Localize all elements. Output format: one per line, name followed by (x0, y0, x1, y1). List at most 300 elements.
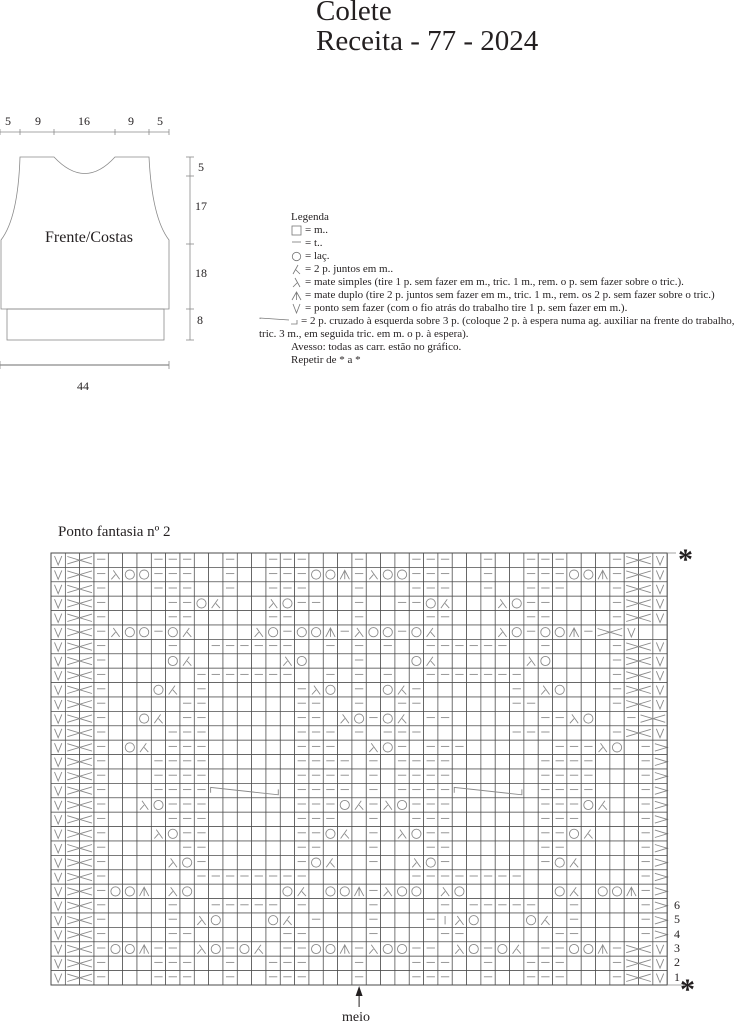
chart-cell (166, 726, 180, 740)
chart-cell (553, 755, 567, 769)
chart-cell (596, 870, 610, 884)
chart-cell (108, 755, 122, 769)
chart-cell (452, 827, 466, 841)
chart-cell (94, 711, 108, 725)
chart-cell (252, 956, 266, 970)
chart-cell (338, 927, 352, 941)
chart-cell (524, 841, 538, 855)
chart-cell (596, 783, 610, 797)
chart-cell (223, 899, 237, 913)
chart-cell (481, 553, 495, 567)
chart-cell (553, 942, 567, 956)
chart-cell (567, 654, 581, 668)
chart-cell (194, 927, 208, 941)
chart-cell (180, 683, 194, 697)
chart-cell (252, 870, 266, 884)
chart-cell (80, 683, 94, 697)
chart-cell (639, 884, 653, 898)
chart-cell (65, 553, 79, 567)
chart-cell (323, 711, 337, 725)
chart-cell (123, 870, 137, 884)
chart-cell (309, 812, 323, 826)
chart-cell (108, 798, 122, 812)
chart-cell (266, 956, 280, 970)
chart-cell (653, 625, 667, 639)
chart-cell (467, 553, 481, 567)
chart-cell (610, 855, 624, 869)
chart-cell (581, 913, 595, 927)
chart-cell (438, 942, 452, 956)
chart-cell (424, 783, 438, 797)
chart-cell (338, 697, 352, 711)
chart-cell (452, 812, 466, 826)
chart-cell (252, 711, 266, 725)
chart-cell (467, 755, 481, 769)
chart-cell (151, 899, 165, 913)
chart-cell (524, 596, 538, 610)
chart-cell (295, 740, 309, 754)
chart-cell (65, 625, 79, 639)
chart-cell (166, 697, 180, 711)
chart-cell (610, 913, 624, 927)
chart-cell (653, 855, 667, 869)
chart-cell (553, 639, 567, 653)
chart-cell (624, 855, 638, 869)
chart-cell (252, 841, 266, 855)
chart-cell (338, 639, 352, 653)
chart-cell (180, 827, 194, 841)
chart-cell (381, 582, 395, 596)
chart-cell (524, 726, 538, 740)
measure-top-2: 9 (35, 114, 41, 128)
chart-cell (295, 783, 309, 797)
chart-cell (581, 582, 595, 596)
chart-cell (137, 668, 151, 682)
chart-cell (266, 769, 280, 783)
chart-cell (610, 625, 624, 639)
chart-cell (180, 740, 194, 754)
chart-cell (524, 870, 538, 884)
chart-cell (495, 971, 509, 985)
chart-cell (495, 755, 509, 769)
chart-cell (65, 711, 79, 725)
chart-cell (194, 956, 208, 970)
chart-cell (209, 971, 223, 985)
chart-cell (352, 726, 366, 740)
chart-cell (94, 913, 108, 927)
chart-cell (123, 783, 137, 797)
chart-cell (123, 683, 137, 697)
chart-cell (80, 639, 94, 653)
chart-cell (137, 841, 151, 855)
chart-cell (438, 783, 452, 797)
chart-cell (237, 956, 251, 970)
chart-cell (338, 870, 352, 884)
chart-cell (237, 553, 251, 567)
chart-cell (65, 942, 79, 956)
chart-cell (452, 870, 466, 884)
chart-cell (596, 956, 610, 970)
chart-cell (495, 913, 509, 927)
chart-cell (524, 582, 538, 596)
chart-cell (166, 596, 180, 610)
chart-cell (467, 611, 481, 625)
chart-cell (567, 769, 581, 783)
chart-cell (624, 611, 638, 625)
chart-cell (151, 582, 165, 596)
chart-cell (80, 567, 94, 581)
chart-cell (567, 726, 581, 740)
chart-cell (223, 639, 237, 653)
chart-cell (237, 855, 251, 869)
chart-cell (194, 899, 208, 913)
chart-cell (209, 740, 223, 754)
chart-cell (280, 740, 294, 754)
chart-cell (438, 567, 452, 581)
chart-cell (166, 783, 180, 797)
chart-cell (452, 625, 466, 639)
chart-cell (180, 956, 194, 970)
chart-cell (209, 769, 223, 783)
chart-cell (639, 740, 653, 754)
chart-cell (137, 913, 151, 927)
chart-cell (452, 582, 466, 596)
chart-cell (151, 697, 165, 711)
chart-cell (309, 841, 323, 855)
chart-cell (395, 639, 409, 653)
chart-cell (639, 841, 653, 855)
chart-cell (452, 841, 466, 855)
chart-cell (280, 798, 294, 812)
chart-cell (567, 899, 581, 913)
chart-cell (467, 683, 481, 697)
chart-cell (309, 884, 323, 898)
chart-cell (438, 755, 452, 769)
chart-cell (438, 683, 452, 697)
chart-cell (295, 553, 309, 567)
chart-cell (94, 855, 108, 869)
chart-cell (467, 769, 481, 783)
chart-cell (252, 899, 266, 913)
chart-cell (624, 798, 638, 812)
chart-cell (323, 740, 337, 754)
chart-cell (280, 812, 294, 826)
chart-cell (553, 596, 567, 610)
chart-cell (123, 582, 137, 596)
chart-cell (624, 827, 638, 841)
chart-cell (553, 553, 567, 567)
chart-cell (467, 884, 481, 898)
chart-cell (538, 812, 552, 826)
chart-cell (467, 639, 481, 653)
chart-cell (524, 625, 538, 639)
chart-cell (94, 971, 108, 985)
chart-cell (381, 639, 395, 653)
chart-cell (467, 899, 481, 913)
chart-cell (624, 683, 638, 697)
chart-cell (295, 956, 309, 970)
chart-cell (309, 668, 323, 682)
chart-cell (280, 927, 294, 941)
chart-cell (581, 611, 595, 625)
chart-cell (553, 711, 567, 725)
chart-cell (596, 582, 610, 596)
chart-cell (209, 855, 223, 869)
repeat-marker-bottom: * (680, 973, 695, 1006)
chart-cell (266, 582, 280, 596)
chart-cell (524, 769, 538, 783)
chart-cell (80, 769, 94, 783)
chart-cell (381, 971, 395, 985)
chart-cell (639, 798, 653, 812)
chart-cell (295, 798, 309, 812)
chart-cell (295, 884, 309, 898)
chart-cell (553, 668, 567, 682)
chart-cell (653, 755, 667, 769)
chart-cell (123, 971, 137, 985)
chart-cell (395, 596, 409, 610)
chart-cell (653, 798, 667, 812)
chart-cell (94, 668, 108, 682)
chart-cell (395, 740, 409, 754)
chart-cell (553, 654, 567, 668)
chart-cell (395, 611, 409, 625)
chart-cell (424, 740, 438, 754)
chart-cell (452, 769, 466, 783)
chart-cell (151, 812, 165, 826)
chart-cell (424, 668, 438, 682)
chart-cell (338, 625, 352, 639)
chart-cell (209, 611, 223, 625)
chart-cell (180, 611, 194, 625)
chart-cell (567, 639, 581, 653)
chart-cell (80, 913, 94, 927)
chart-cell (438, 971, 452, 985)
chart-cell (596, 654, 610, 668)
chart-cell (424, 683, 438, 697)
chart-cell (280, 639, 294, 653)
chart-cell (309, 798, 323, 812)
chart-cell (409, 596, 423, 610)
chart-cell (80, 611, 94, 625)
chart-cell (295, 841, 309, 855)
chart-cell (409, 567, 423, 581)
chart-cell (538, 553, 552, 567)
chart-cell (639, 611, 653, 625)
chart-cell (237, 639, 251, 653)
chart-cell (653, 827, 667, 841)
chart-cell (653, 740, 667, 754)
chart-cell (553, 740, 567, 754)
chart-cell (266, 668, 280, 682)
chart-cell (438, 769, 452, 783)
chart-cell (596, 668, 610, 682)
chart-cell (223, 582, 237, 596)
chart-cell (94, 726, 108, 740)
chart-cell (424, 942, 438, 956)
chart-cell (567, 798, 581, 812)
chart-cell (610, 726, 624, 740)
chart-cell (653, 884, 667, 898)
chart-cell (266, 740, 280, 754)
chart-cell (223, 726, 237, 740)
chart-cell (237, 567, 251, 581)
chart-cell (610, 611, 624, 625)
legend-heading: Legenda (291, 211, 329, 223)
chart-cell (180, 582, 194, 596)
chart-cell (424, 870, 438, 884)
chart-cell (653, 812, 667, 826)
chart-cell (352, 697, 366, 711)
chart-cell (223, 884, 237, 898)
chart-cell (395, 654, 409, 668)
chart-cell (295, 611, 309, 625)
chart-cell (180, 798, 194, 812)
chart-cell (108, 927, 122, 941)
chart-cell (639, 956, 653, 970)
chart-cell (266, 841, 280, 855)
chart-cell (581, 596, 595, 610)
chart-cell (266, 567, 280, 581)
chart-cell (366, 769, 380, 783)
chart-cell (510, 870, 524, 884)
chart-cell (639, 697, 653, 711)
chart-cell (581, 553, 595, 567)
chart-cell (237, 769, 251, 783)
chart-cell (409, 711, 423, 725)
chart-cell (538, 798, 552, 812)
chart-cell (481, 711, 495, 725)
chart-cell (209, 582, 223, 596)
chart-cell (467, 927, 481, 941)
chart-cell (624, 596, 638, 610)
chart-cell (194, 884, 208, 898)
chart-cell (624, 567, 638, 581)
chart-cell (424, 913, 438, 927)
chart-cell (137, 639, 151, 653)
chart-cell (481, 942, 495, 956)
chart-cell (323, 971, 337, 985)
chart-cell (309, 927, 323, 941)
chart-cell (352, 553, 366, 567)
chart-cell (180, 942, 194, 956)
chart-cell (467, 827, 481, 841)
chart-cell (352, 596, 366, 610)
chart-cell (151, 755, 165, 769)
chart-cell (596, 899, 610, 913)
chart-cell (323, 639, 337, 653)
chart-cell (309, 553, 323, 567)
chart-cell (223, 740, 237, 754)
chart-cell (137, 769, 151, 783)
chart-cell (266, 942, 280, 956)
chart-cell (108, 596, 122, 610)
chart-cell (553, 971, 567, 985)
chart-cell (610, 683, 624, 697)
chart-cell (209, 567, 223, 581)
chart-cell (352, 855, 366, 869)
chart-cell (366, 783, 380, 797)
chart-cell (266, 726, 280, 740)
chart-cell (438, 582, 452, 596)
row-label-4: 4 (674, 927, 680, 941)
chart-cell (510, 553, 524, 567)
chart-cell (323, 668, 337, 682)
chart-cell (237, 884, 251, 898)
chart-cell (553, 870, 567, 884)
chart-cell (252, 611, 266, 625)
chart-cell (237, 827, 251, 841)
chart-cell (596, 726, 610, 740)
chart-cell (610, 956, 624, 970)
chart-cell (452, 553, 466, 567)
chart-cell (209, 812, 223, 826)
chart-cell (481, 956, 495, 970)
chart-cell (524, 683, 538, 697)
chart-cell (151, 625, 165, 639)
chart-cell (94, 769, 108, 783)
chart-cell (280, 683, 294, 697)
chart-cell (323, 798, 337, 812)
chart-cell (65, 841, 79, 855)
chart-cell (481, 870, 495, 884)
chart-cell (596, 827, 610, 841)
chart-cell (80, 740, 94, 754)
chart-cell (452, 740, 466, 754)
chart-cell (581, 683, 595, 697)
chart-cell (596, 639, 610, 653)
chart-cell (180, 812, 194, 826)
chart-cell (381, 841, 395, 855)
chart-cell (610, 582, 624, 596)
chart-cell (567, 913, 581, 927)
chart-cell (108, 769, 122, 783)
chart-cell (510, 855, 524, 869)
chart-cell (223, 567, 237, 581)
chart-cell (409, 639, 423, 653)
chart-cell (610, 783, 624, 797)
chart-cell (452, 668, 466, 682)
chart-cell (108, 639, 122, 653)
chart-cell (166, 927, 180, 941)
chart-cell (639, 567, 653, 581)
chart-cell (481, 611, 495, 625)
chart-cell (395, 553, 409, 567)
chart-cell (624, 726, 638, 740)
chart-cell (237, 927, 251, 941)
chart-title: Ponto fantasia nº 2 (58, 524, 171, 540)
chart-cell (151, 927, 165, 941)
chart-cell (137, 927, 151, 941)
chart-cell (338, 855, 352, 869)
chart-cell (323, 726, 337, 740)
chart-cell (237, 625, 251, 639)
chart-cell (237, 711, 251, 725)
chart-cell (553, 899, 567, 913)
chart-cell (338, 668, 352, 682)
chart-cell (80, 596, 94, 610)
chart-cell (80, 625, 94, 639)
chart-cell (481, 913, 495, 927)
chart-cell (94, 812, 108, 826)
chart-cell (309, 827, 323, 841)
chart-cell (280, 611, 294, 625)
legend-note: Repetir de * a * (291, 354, 361, 366)
chart-cell (295, 812, 309, 826)
chart-cell (510, 798, 524, 812)
chart-cell (639, 553, 653, 567)
measure-top-1: 5 (5, 114, 11, 128)
